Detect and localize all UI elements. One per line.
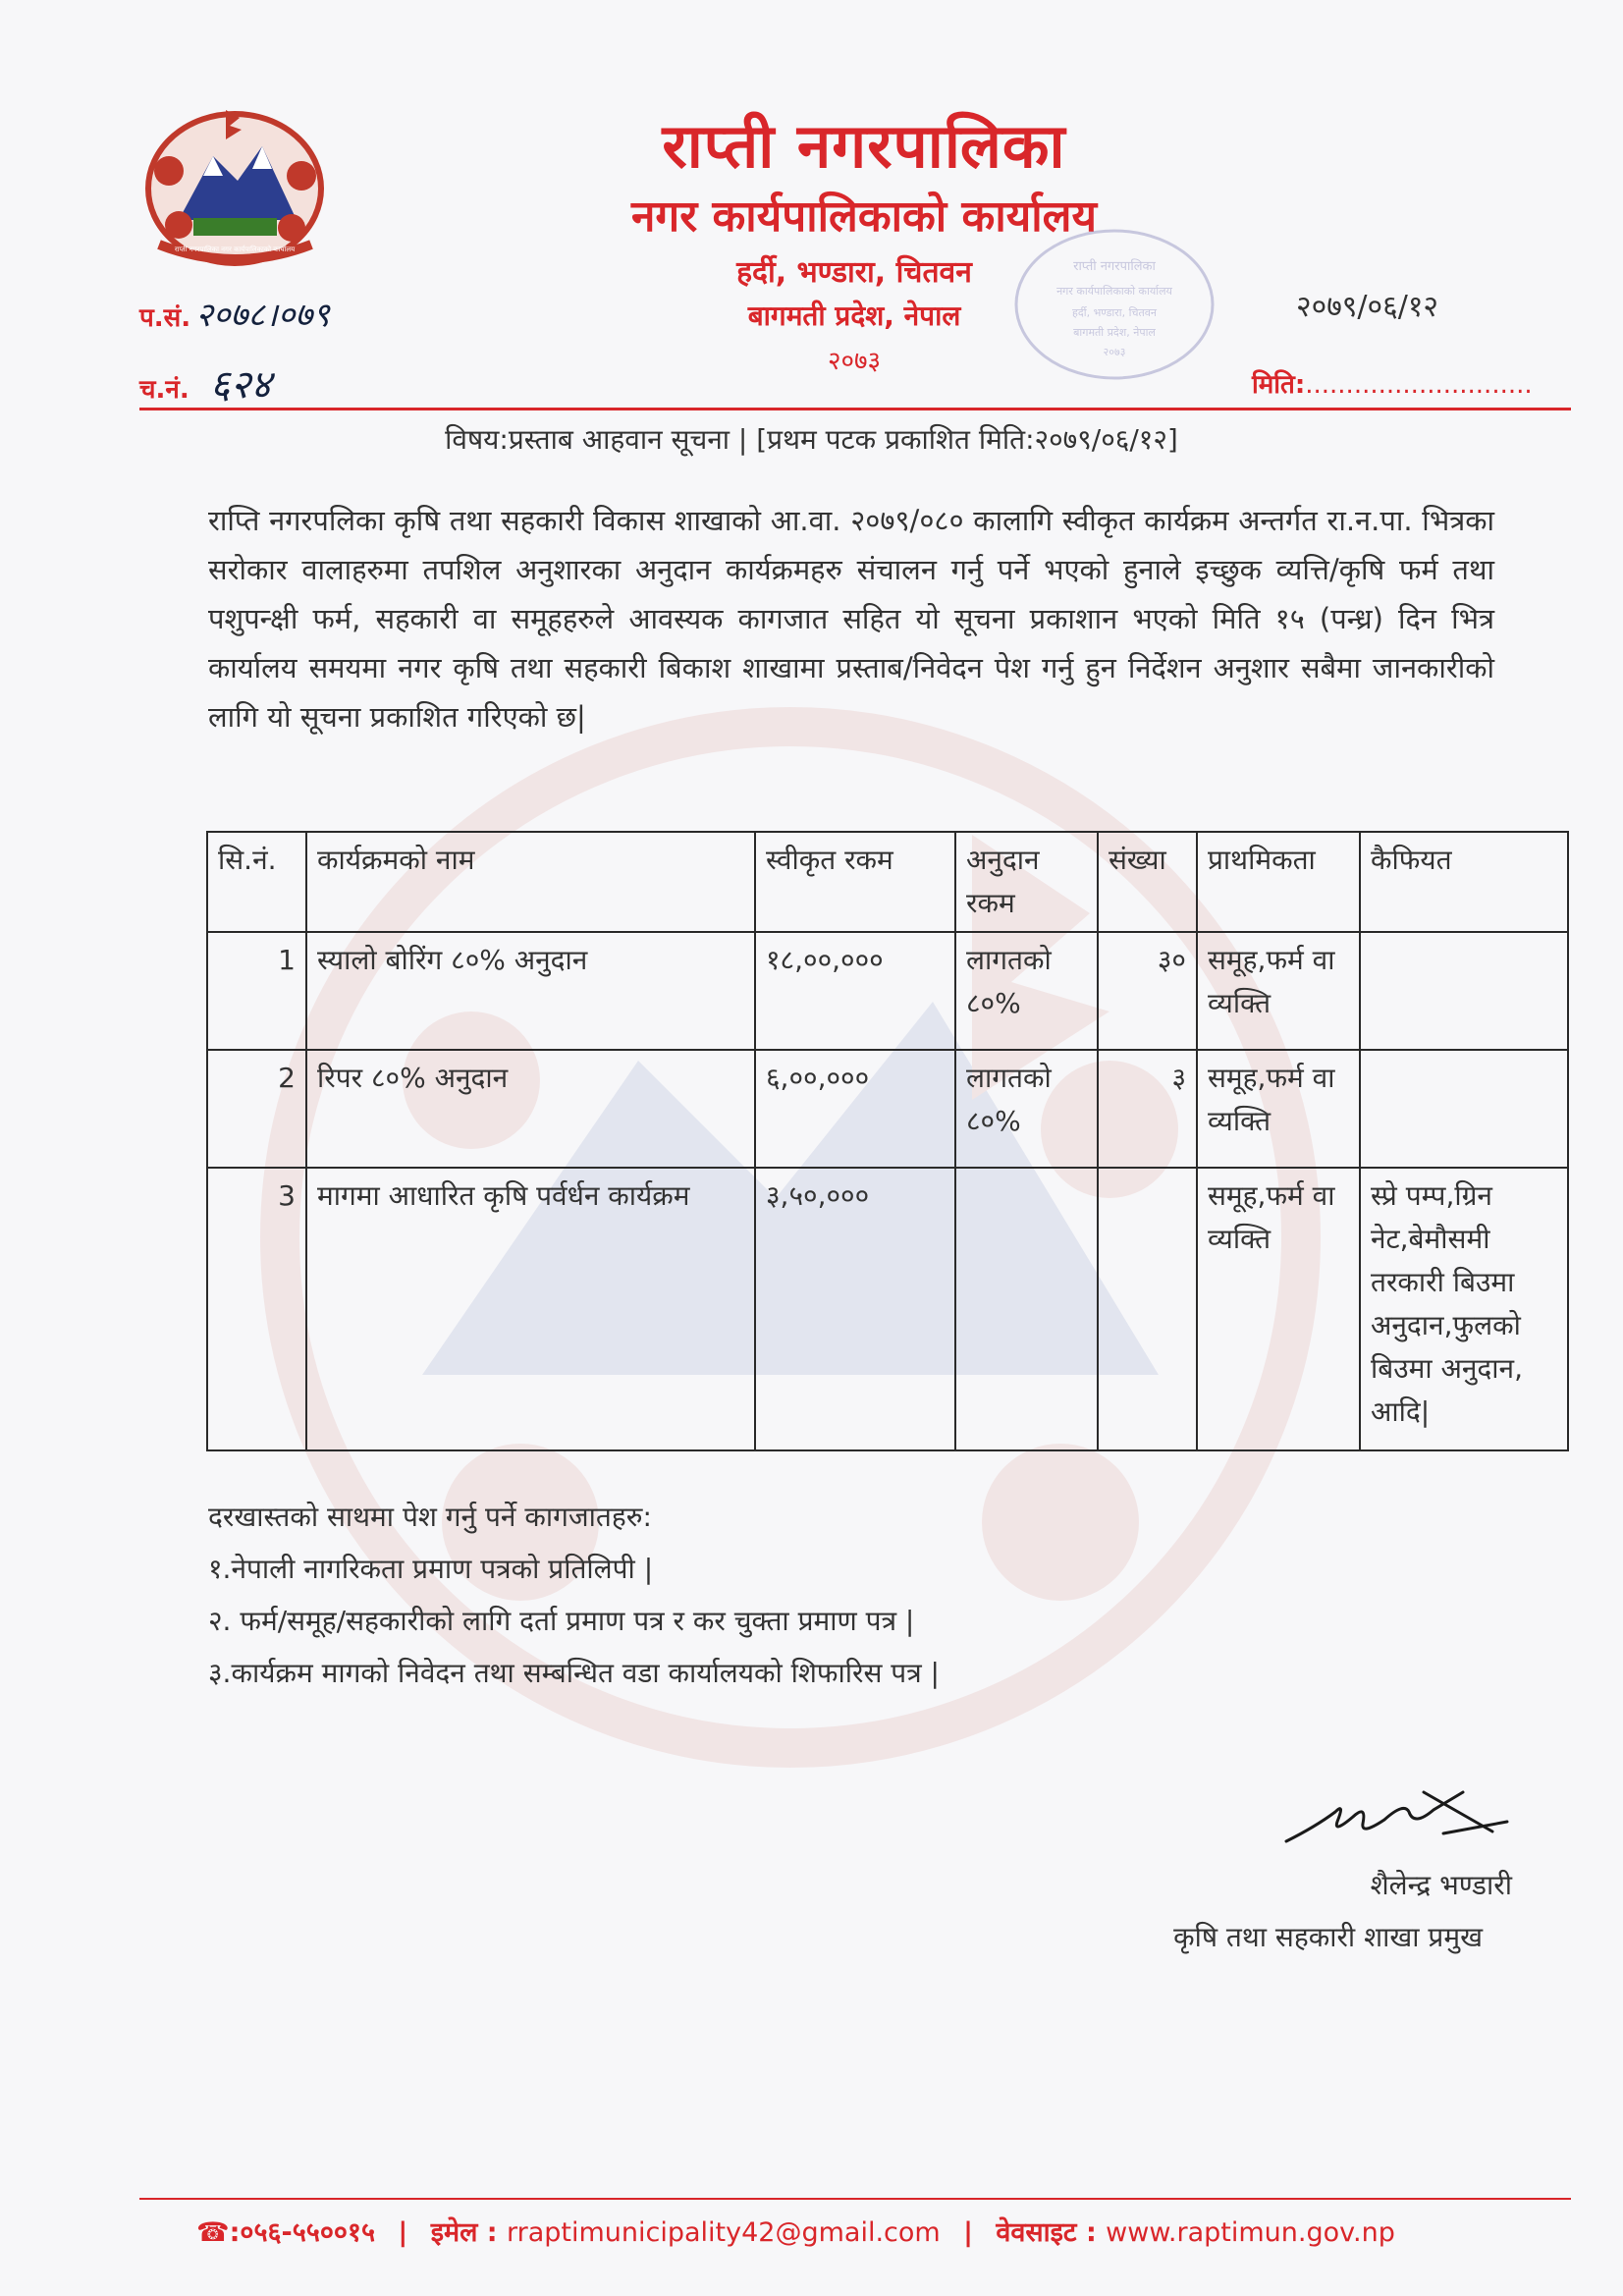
cell-count (1098, 1168, 1197, 1450)
document-item: १.नेपाली नागरिकता प्रमाण पत्रको प्रतिलिपी | (208, 1553, 654, 1585)
dispatch-number (139, 355, 271, 410)
table-row (207, 1168, 1568, 1450)
address-line-2: बागमती प्रदेश, नेपाल (747, 300, 961, 332)
ref-value-handwritten: २०७८।०७९ (195, 296, 330, 335)
cell-priority: समूह,फर्म वा व्यक्ति (1197, 1168, 1360, 1450)
cell-priority: समूह,फर्म वा व्यक्ति (1197, 1050, 1360, 1168)
svg-text:२०७३: २०७३ (1103, 346, 1126, 358)
document-item: ३.कार्यक्रम मागको निवेदन तथा सम्बन्धित वडा कार्यालयको शिफारिस पत्र | (208, 1657, 940, 1689)
footer-divider (139, 2198, 1571, 2200)
programme-table (206, 831, 1569, 1451)
footer-website-label: वेवसाइट : (996, 2217, 1097, 2248)
cell-approved-amount: ३,५०,००० (755, 1168, 955, 1450)
svg-text:बागमती प्रदेश, नेपाल: बागमती प्रदेश, नेपाल (1073, 326, 1156, 339)
footer-email[interactable]: rraptimunicipality42@gmail.com (507, 2217, 941, 2248)
reference-number (139, 291, 330, 336)
date-label: मिति: (1252, 370, 1306, 400)
date-dots: ............................ (1305, 370, 1533, 400)
svg-text:हर्दी, भण्डारा, चितवन: हर्दी, भण्डारा, चितवन (1072, 306, 1157, 319)
cell-sn: 3 (207, 1168, 306, 1450)
signature (1276, 1773, 1512, 1861)
svg-text:राप्ती नगरपालिका: राप्ती नगरपालिका (1073, 259, 1156, 274)
cell-priority: समूह,फर्म वा व्यक्ति (1197, 932, 1360, 1050)
col-header-priority: प्राथमिकता (1197, 832, 1360, 932)
nepal-emblem-logo (139, 102, 331, 269)
office-title: नगर कार्यपालिकाको कार्यालय (631, 191, 1097, 242)
required-documents (208, 1491, 940, 1699)
ref-label: प.सं. (139, 303, 191, 333)
cell-remarks: स्प्रे पम्प,ग्रिन नेट,बेमौसमी तरकारी बिउमा अनुदान,फुलको बिउमा अनुदान, आदि| (1360, 1168, 1568, 1450)
footer-email-label: इमेल : (430, 2217, 498, 2248)
cell-name: रिपर ८०% अनुदान (306, 1050, 755, 1168)
cell-grant-amount: लागतको ८०% (955, 1050, 1098, 1168)
footer-website[interactable]: www.raptimun.gov.np (1106, 2217, 1395, 2248)
header-divider (139, 408, 1571, 410)
notice-body: राप्ति नगरपलिका कृषि तथा सहकारी विकास शाखाको आ.वा. २०७९/०८० कालागि स्वीकृत कार्यक्रम अन्तर्गत रा.न.पा. भित्रका सरोकार वालाहरुमा तपशिल अनुशारका अनुदान कार्यक्रमहरु संचालन गर्नु पर्ने भएको हुनाले इच्छुक व्यत्ति/कृषि फर्म तथा पशुपन्क्षी फर्म, सहकारी वा समूहहरुले आवस्यक कागजात सहित यो सूचना प्रकाशान भएको मिति १५ (पन्ध्र) दिन भित्र कार्यालय समयमा नगर कृषि तथा सहकारी बिकाश शाखामा प्रस्ताब/निवेदन पेश गर्नु हुन निर्देशन अनुशार सबैमा जानकारीको लागि यो सूचना प्रकाशित गरिएको छ| (208, 504, 1494, 734)
cell-name: स्यालो बोरिंग ८०% अनुदान (306, 932, 755, 1050)
dispatch-label: च.नं. (139, 375, 189, 405)
office-stamp (1011, 226, 1217, 383)
cell-sn: 2 (207, 1050, 306, 1168)
cell-remarks (1360, 932, 1568, 1050)
table-row (207, 1050, 1568, 1168)
subject-line: विषय:प्रस्ताब आहवान सूचना | [प्रथम पटक प्रकाशित मिति:२०७९/०६/१२] (445, 423, 1178, 456)
document-item: २. फर्म/समूह/सहकारीको लागि दर्ता प्रमाण पत्र र कर चुक्ता प्रमाण पत्र | (208, 1605, 915, 1637)
signatory-title: कृषि तथा सहकारी शाखा प्रमुख (1173, 1921, 1483, 1953)
date-top: २०७९/०६/१२ (1296, 290, 1439, 324)
date-field (1252, 365, 1533, 401)
cell-remarks (1360, 1050, 1568, 1168)
cell-grant-amount: लागतको ८०% (955, 932, 1098, 1050)
table-row (207, 932, 1568, 1050)
col-header-sn: सि.नं. (207, 832, 306, 932)
svg-text:नगर कार्यपालिकाको कार्यालय: नगर कार्यपालिकाको कार्यालय (1056, 285, 1172, 298)
cell-approved-amount: १८,००,००० (755, 932, 955, 1050)
table-header-row (207, 832, 1568, 932)
col-header-remarks: कैफियत (1360, 832, 1568, 932)
col-header-name: कार्यक्रमको नाम (306, 832, 755, 932)
emblem-caption: राप्ती नगरपालिका नगर कार्यपालिकाको कार्यालय (174, 246, 296, 253)
cell-sn: 1 (207, 932, 306, 1050)
footer-contact: ☎:०५६-५५००१५ | इमेल : rraptimunicipality42@gmail.com | वेवसाइट : www.raptimun.gov.np (196, 2217, 1395, 2248)
address-line-1: हर्दी, भण्डारा, चितवन (736, 255, 972, 290)
cell-count: ३ (1098, 1050, 1197, 1168)
cell-grant-amount (955, 1168, 1098, 1450)
established-year: २०७३ (827, 347, 882, 376)
col-header-count: संख्या (1098, 832, 1197, 932)
dispatch-value-handwritten: ६२४ (209, 362, 272, 408)
signatory-name: शैलेन्द्र भण्डारी (1370, 1869, 1512, 1901)
documents-heading: दरखास्तको साथमा पेश गर्नु पर्ने कागजातहरु: (208, 1501, 652, 1533)
municipality-title: राप्ती नगरपालिका (662, 110, 1066, 182)
col-header-approved-amount: स्वीकृत रकम (755, 832, 955, 932)
cell-name: मागमा आधारित कृषि पर्वर्धन कार्यक्रम (306, 1168, 755, 1450)
footer-phone: ☎:०५६-५५००१५ (196, 2217, 375, 2248)
col-header-grant-amount: अनुदान रकम (955, 832, 1098, 932)
cell-count: ३० (1098, 932, 1197, 1050)
cell-approved-amount: ६,००,००० (755, 1050, 955, 1168)
